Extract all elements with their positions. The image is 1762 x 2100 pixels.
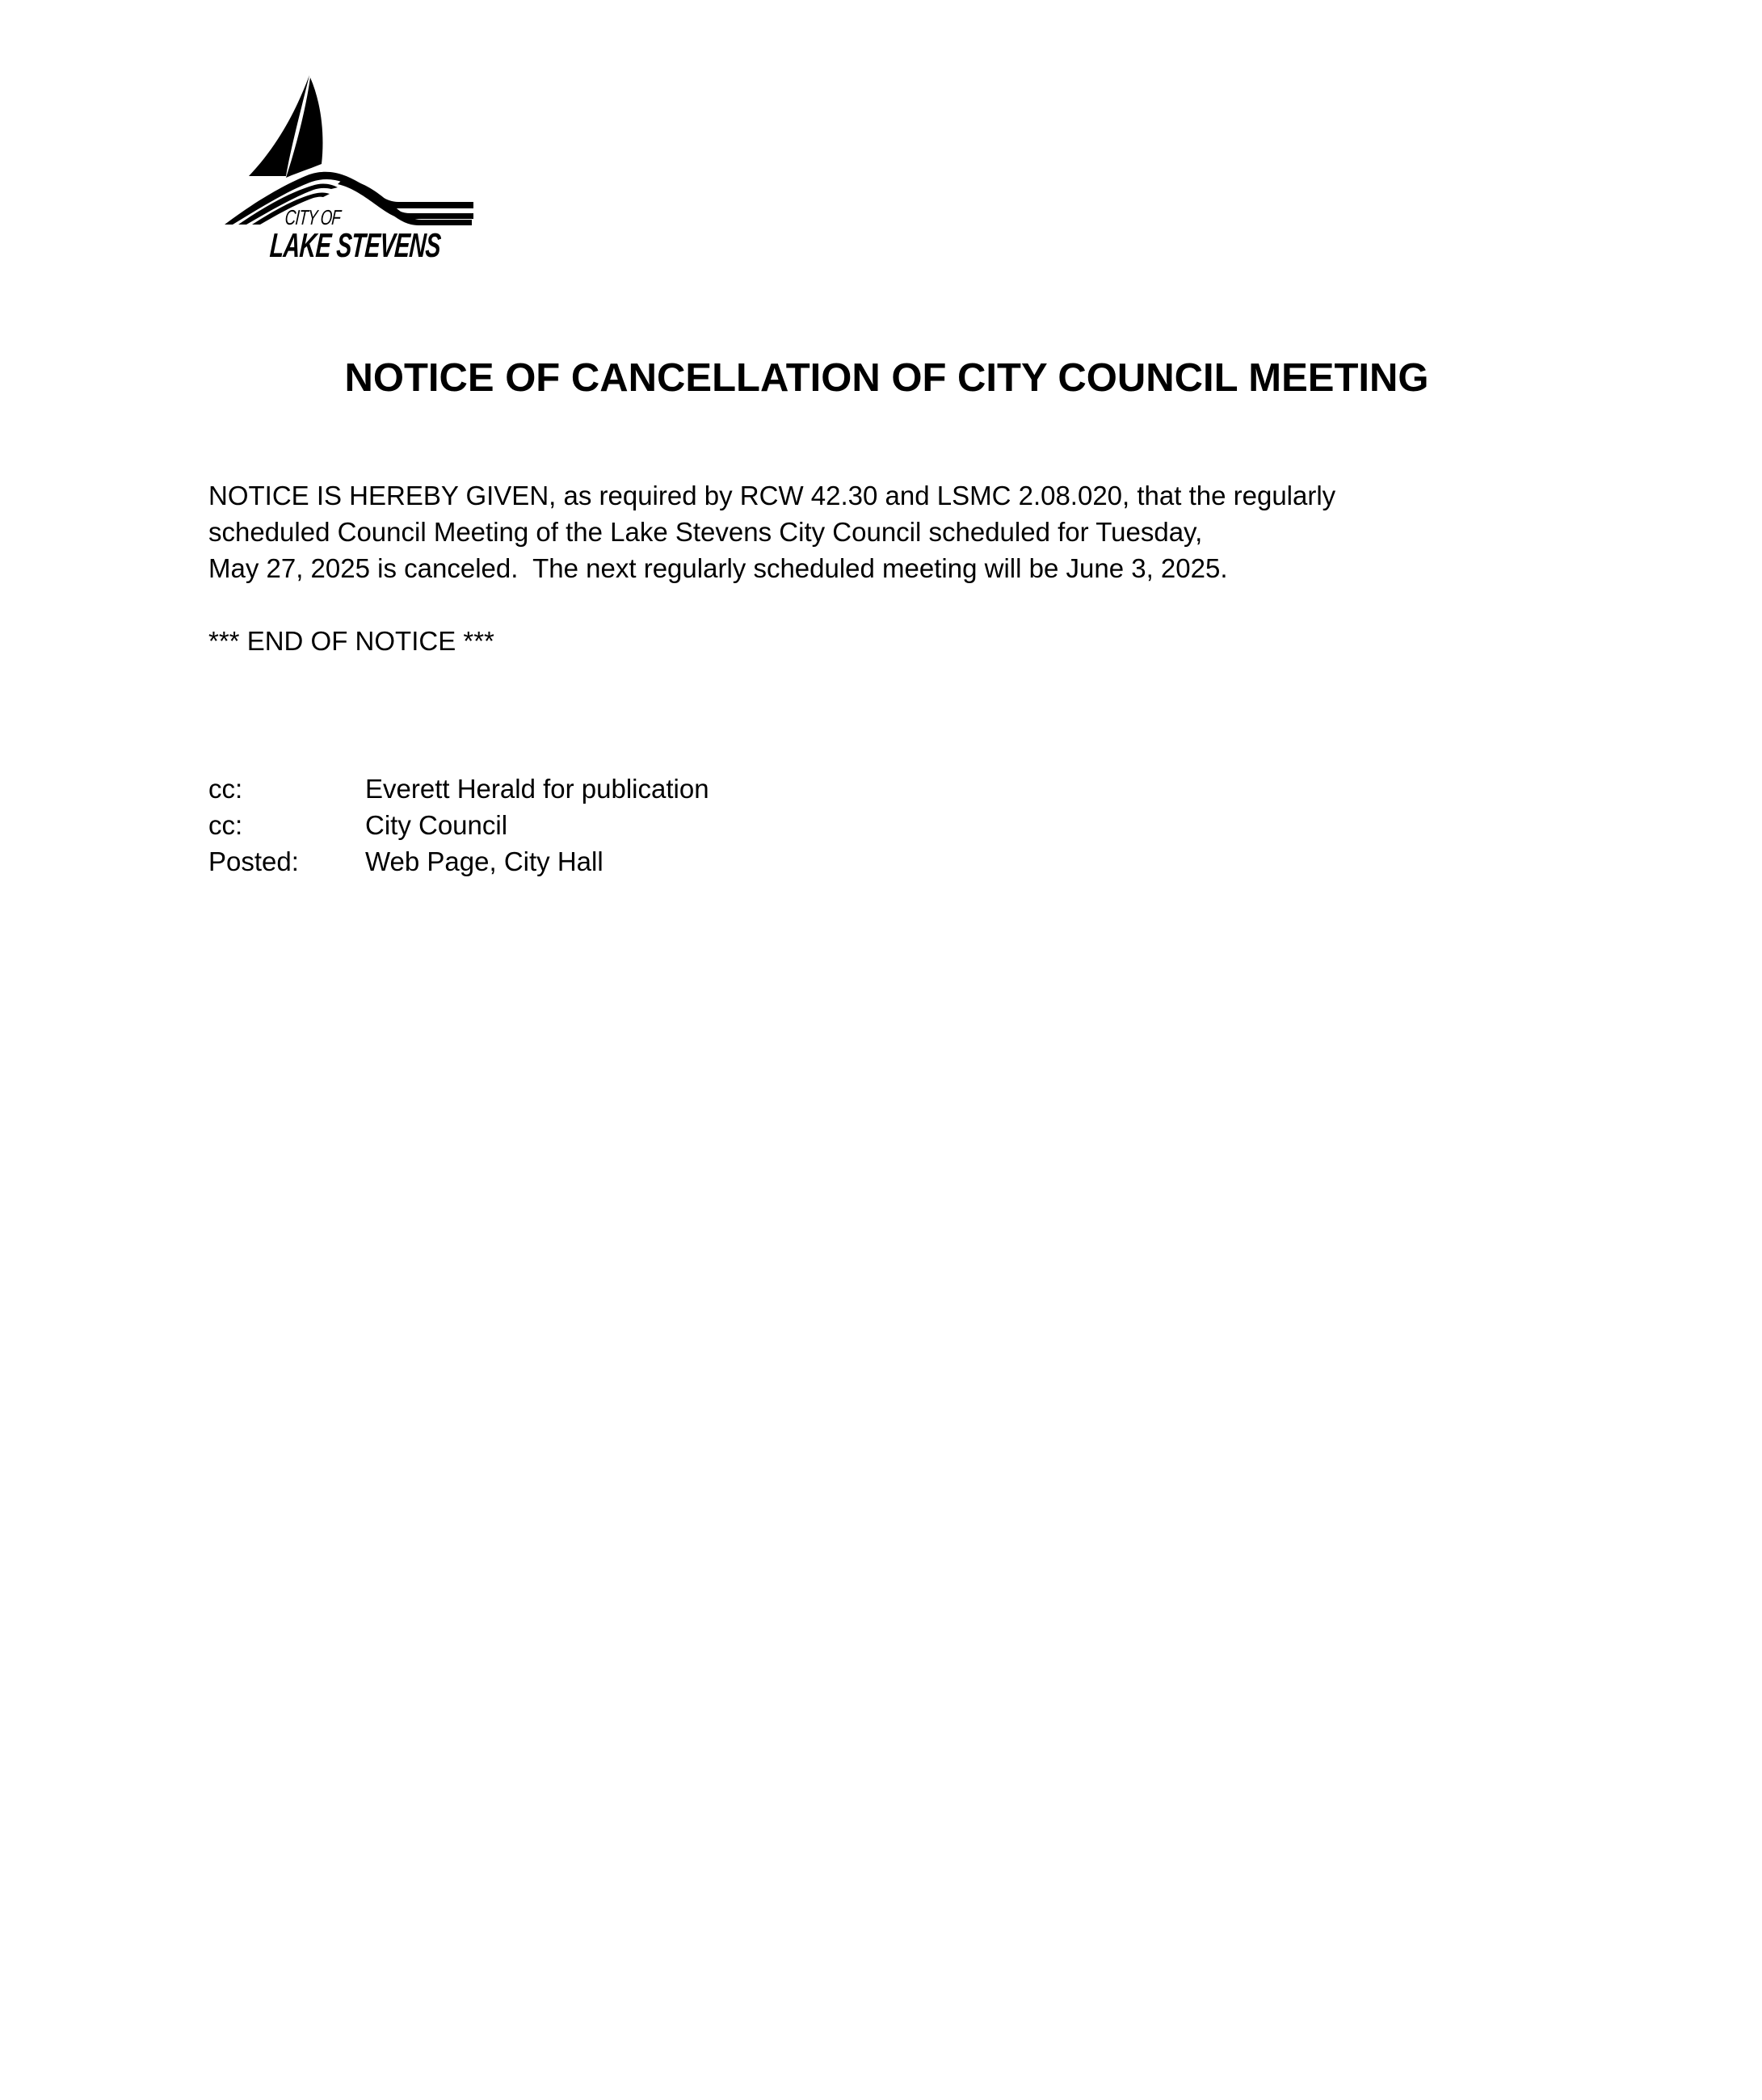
distribution-row (208, 771, 709, 807)
logo-lake-stevens-text: LAKE STEVENS (268, 226, 442, 264)
distribution-label: cc: (208, 810, 243, 840)
end-of-notice-marker: *** END OF NOTICE *** (208, 626, 494, 656)
distribution-value: City Council (365, 810, 508, 840)
distribution-label: cc: (208, 774, 243, 804)
page-title: NOTICE OF CANCELLATION OF CITY COUNCIL MEETING (344, 356, 1429, 400)
notice-line: May 27, 2025 is canceled. The next regularly scheduled meeting will be June 3, 2025. (208, 553, 1228, 583)
notice-line: scheduled Council Meeting of the Lake Stevens City Council scheduled for Tuesday, (208, 517, 1203, 547)
distribution-row (208, 843, 709, 880)
city-logo (217, 71, 483, 265)
distribution-list (208, 771, 709, 880)
distribution-value: Everett Herald for publication (365, 774, 709, 804)
distribution-value: Web Page, City Hall (365, 846, 603, 876)
notice-line: NOTICE IS HEREBY GIVEN, as required by RCW 42.30 and LSMC 2.08.020, that the regularly (208, 481, 1336, 510)
notice-paragraph (208, 477, 1335, 586)
logo-city-of-text: CITY OF (284, 205, 342, 229)
distribution-row (208, 807, 709, 843)
distribution-label: Posted: (208, 846, 299, 876)
